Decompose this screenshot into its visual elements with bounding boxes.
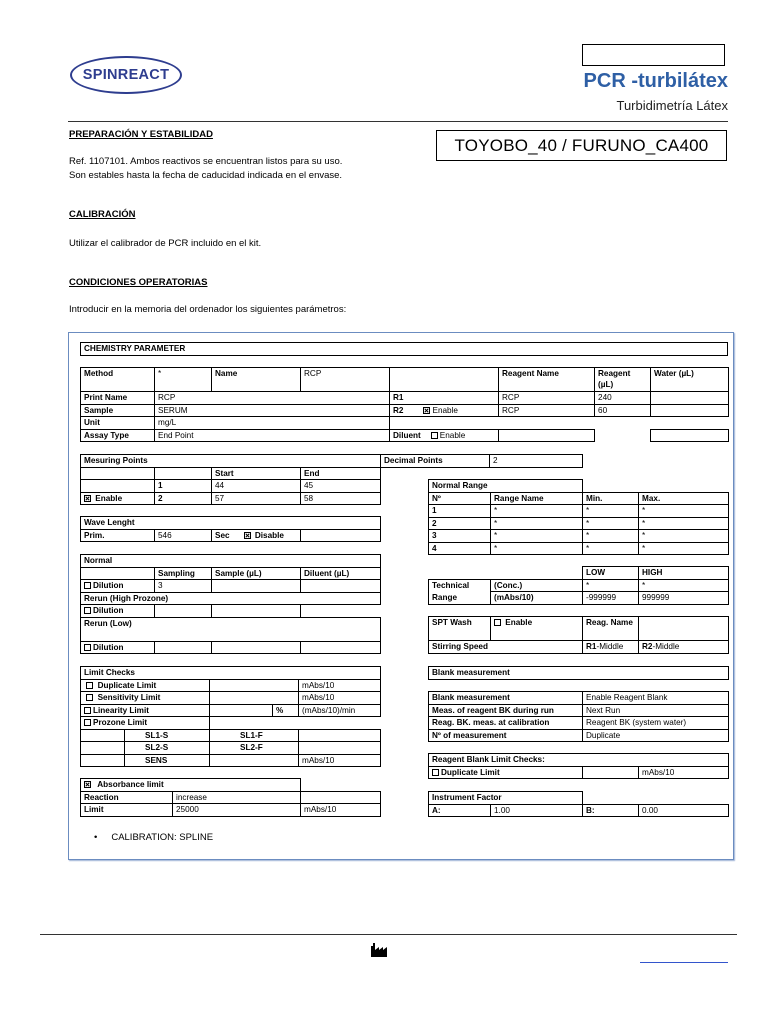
name-value: RCP	[301, 368, 390, 392]
r2-speed-label: R2	[642, 642, 653, 651]
empty-cell	[81, 729, 125, 742]
max-header: Max.	[639, 492, 729, 505]
linearity-limit-cell	[81, 704, 210, 717]
sample-label: Sample	[81, 404, 155, 417]
decimal-points-value: 2	[490, 455, 583, 468]
technical-word: Technical	[432, 580, 470, 590]
print-name-value: RCP	[155, 392, 390, 405]
prim-label: Prim.	[81, 529, 155, 542]
reag-name-label: Reag. Name	[583, 617, 639, 641]
factor-a-label: A:	[429, 804, 491, 817]
empty-cell	[155, 605, 212, 618]
dilution-diluent	[301, 580, 381, 593]
unit-label: Unit	[81, 417, 155, 430]
name-label: Name	[212, 368, 301, 392]
absorbance-limit-table	[80, 778, 381, 817]
dilution-high-label: Dilution	[93, 606, 124, 615]
footer-divider	[40, 934, 737, 935]
prep-heading: PREPARACIÓN Y ESTABILIDAD	[69, 129, 213, 140]
wave-length-table	[80, 516, 381, 542]
sec-value	[301, 529, 381, 542]
spacer	[583, 480, 729, 493]
tech-high-mabs: 999999	[639, 592, 729, 605]
r1-reagent-name: RCP	[499, 392, 595, 405]
water-ul-header: Water (µL)	[651, 368, 729, 392]
diluent-enable-checkbox[interactable]	[431, 432, 438, 439]
prep-line-1: Ref. 1107101. Ambos reactivos se encuentran listos para su uso.	[69, 156, 343, 167]
percent-label: %	[273, 704, 299, 717]
header-divider	[68, 121, 728, 122]
footer-link-line[interactable]	[640, 962, 728, 963]
method-table	[80, 367, 729, 442]
nr-row-min: *	[583, 542, 639, 555]
spacer	[429, 567, 583, 580]
reaction-label: Reaction	[81, 791, 173, 804]
limit-checks-table	[80, 666, 381, 767]
mp1-end: 45	[301, 480, 381, 493]
tech-low-conc: *	[583, 579, 639, 592]
reag-bk-cal-label: Reag. BK. meas. at calibration	[429, 717, 583, 730]
dilution-low-checkbox[interactable]	[84, 644, 91, 651]
reagent-name-header: Reagent Name	[499, 368, 595, 392]
dilution-label: Dilution	[93, 581, 124, 590]
manufacturer-icon	[370, 942, 388, 958]
calibration-bullet-text: CALIBRATION: SPLINE	[111, 832, 214, 843]
dilution-high-checkbox[interactable]	[84, 607, 91, 614]
nr-row-max: *	[639, 517, 729, 530]
r2-label: R2	[393, 405, 404, 415]
technical-range-label	[429, 579, 491, 604]
rerun-high-title: Rerun (High Prozone)	[81, 592, 381, 605]
r1-label: R1	[390, 392, 499, 405]
conditions-heading: CONDICIONES OPERATORIAS	[69, 277, 208, 288]
sample-value: SERUM	[155, 404, 390, 417]
r1-speed	[583, 641, 639, 654]
mp-enable-checkbox[interactable]	[84, 495, 91, 502]
empty-cell	[155, 467, 212, 480]
sens-unit: mAbs/10	[299, 754, 381, 767]
reagent-ul-header: Reagent (µL)	[595, 368, 651, 392]
nr-row-name: *	[491, 505, 583, 518]
empty-cell	[81, 567, 155, 580]
dilution-low-label: Dilution	[93, 642, 124, 652]
reagent-blank-limit-title: Reagent Blank Limit Checks:	[429, 754, 729, 767]
sensitivity-limit-unit: mAbs/10	[299, 692, 381, 705]
empty-cell	[212, 641, 301, 654]
instrument-factor-title: Instrument Factor	[429, 792, 583, 805]
reagent-blank-limit-table	[428, 753, 729, 779]
end-header: End	[301, 467, 381, 480]
diluent-value	[499, 429, 595, 442]
nr-row-min: *	[583, 505, 639, 518]
reaction-value: increase	[173, 791, 301, 804]
limit-unit: mAbs/10	[301, 804, 381, 817]
duplicate-limit-label: Duplicate Limit	[97, 680, 157, 690]
range-word: Range	[432, 592, 458, 602]
empty-cell	[301, 641, 381, 654]
print-name-label: Print Name	[81, 392, 155, 405]
measuring-points-table	[80, 454, 381, 505]
page-title: PCR -turbilátex	[583, 70, 728, 92]
min-header: Min.	[583, 492, 639, 505]
page-subtitle: Turbidimetría Látex	[616, 98, 728, 113]
blank-measurement-table	[428, 666, 729, 742]
sensitivity-limit-cell	[81, 692, 210, 705]
dilution-low-cell	[81, 641, 155, 654]
duplicate-limit-cell	[81, 679, 210, 692]
prozone-limit-cell	[81, 717, 210, 730]
nr-row-index: 2	[429, 517, 491, 530]
empty-cell	[299, 742, 381, 755]
sensitivity-limit-value	[210, 692, 299, 705]
mp-enable-cell	[81, 492, 155, 505]
rb-duplicate-limit-checkbox[interactable]	[432, 769, 439, 776]
nr-row-name: *	[491, 542, 583, 555]
calibration-bullet: • CALIBRATION: SPLINE	[94, 832, 214, 843]
dilution-sample	[212, 580, 301, 593]
sec-disable-label: Disable	[254, 530, 284, 540]
conc-label: (Conc.)	[491, 579, 583, 592]
no-measurement-label: Nº of measurement	[429, 729, 583, 742]
absorbance-limit-label: Absorbance limit	[97, 780, 164, 789]
tech-low-mabs: -999999	[583, 592, 639, 605]
range-name-header: Range Name	[491, 492, 583, 505]
duplicate-limit-checkbox[interactable]	[86, 682, 93, 689]
linearity-limit-value	[210, 704, 273, 717]
sample-ul-header: Sample (µL)	[212, 567, 301, 580]
start-header: Start	[212, 467, 301, 480]
r1-water	[651, 392, 729, 405]
spt-enable-checkbox[interactable]	[494, 619, 501, 626]
rerun-low-title: Rerun (Low)	[81, 617, 381, 641]
chemistry-parameter-header	[80, 342, 728, 356]
sl1s-label: SL1-S	[125, 729, 210, 742]
calibration-heading: CALIBRACIÓN	[69, 209, 136, 220]
blank-measurement-title: Blank measurement	[429, 667, 729, 680]
meas-reagent-bk-label: Meas. of reagent BK during run	[429, 704, 583, 717]
sens-value	[210, 754, 299, 767]
spt-wash-label: SPT Wash	[429, 617, 491, 641]
duplicate-limit-value	[210, 679, 299, 692]
sl2s-label: SL2-S	[125, 742, 210, 755]
absorbance-limit-cell	[81, 779, 301, 792]
spt-wash-table	[428, 616, 729, 654]
nr-row-name: *	[491, 530, 583, 543]
linearity-limit-label: Linearity Limit	[93, 705, 149, 715]
diluent-enable-label: Enable	[439, 430, 466, 440]
logo-text: SPINREACT	[82, 67, 170, 83]
spacer	[390, 417, 729, 430]
calibration-text: Utilizar el calibrador de PCR incluido en el kit.	[69, 238, 262, 249]
spacer	[429, 679, 729, 692]
sl2f-label: SL2-F	[210, 742, 299, 755]
factor-b-value: 0.00	[639, 804, 729, 817]
spacer	[301, 605, 381, 618]
blank-measurement-value: Enable Reagent Blank	[583, 692, 729, 705]
empty-cell	[390, 368, 499, 392]
prozone-limit-checkbox[interactable]	[84, 719, 91, 726]
sensitivity-limit-checkbox[interactable]	[86, 694, 93, 701]
duplicate-limit-unit: mAbs/10	[299, 679, 381, 692]
prim-value: 546	[155, 529, 212, 542]
diluent-ul-header: Diluent (µL)	[301, 567, 381, 580]
spacer	[301, 779, 381, 792]
blank-measurement-label: Blank measurement	[429, 692, 583, 705]
reag-bk-cal-value: Reagent BK (system water)	[583, 717, 729, 730]
reag-name-value	[639, 617, 729, 641]
factor-b-label: B:	[583, 804, 639, 817]
limit-label: Limit	[81, 804, 173, 817]
no-measurement-value: Duplicate	[583, 729, 729, 742]
sec-cell	[212, 529, 301, 542]
nr-row-index: 4	[429, 542, 491, 555]
nr-row-index: 3	[429, 530, 491, 543]
normal-title: Normal	[81, 555, 381, 568]
low-header: LOW	[583, 567, 639, 580]
technical-range-table	[428, 566, 729, 605]
r2-reagent-name: RCP	[499, 404, 595, 417]
measuring-points-title: Mesuring Points	[81, 455, 381, 468]
analyzer-model-box: TOYOBO_40 / FURUNO_CA400	[436, 130, 727, 161]
spinreact-logo	[70, 56, 182, 94]
mp1-start: 44	[212, 480, 301, 493]
empty-cell	[81, 742, 125, 755]
factor-a-value: 1.00	[491, 804, 583, 817]
absorbance-limit-checkbox[interactable]	[84, 781, 91, 788]
wave-length-title: Wave Lenght	[81, 517, 381, 530]
empty-cell	[81, 467, 155, 480]
rb-duplicate-limit-label: Duplicate Limit	[441, 767, 500, 777]
spt-enable-cell	[491, 617, 583, 641]
sec-label: Sec	[215, 530, 230, 540]
spacer	[210, 717, 381, 730]
meas-reagent-bk-value: Next Run	[583, 704, 729, 717]
dilution-cell	[81, 580, 155, 593]
r2-cell	[390, 404, 499, 417]
empty-cell	[81, 754, 125, 767]
nr-row-max: *	[639, 542, 729, 555]
r2-enable-label: Enable	[432, 405, 458, 415]
sens-label: SENS	[125, 754, 210, 767]
r2-reagent-volume: 60	[595, 404, 651, 417]
r2-speed-value: -Middle	[652, 642, 680, 651]
no-header: Nº	[429, 492, 491, 505]
spacer	[595, 429, 651, 442]
nr-row-index: 1	[429, 505, 491, 518]
sampling-header: Sampling	[155, 567, 212, 580]
r2-water	[651, 404, 729, 417]
empty-cell	[301, 791, 381, 804]
r1-speed-value: -Middle	[596, 642, 624, 651]
dilution-table	[80, 554, 381, 654]
prep-line-2: Son estables hasta la fecha de caducidad indicada en el envase.	[69, 170, 343, 181]
sl1f-label: SL1-F	[210, 729, 299, 742]
spt-enable-label: Enable	[505, 618, 533, 627]
mp-enable-label: Enable	[95, 493, 123, 503]
prozone-limit-label: Prozone Limit	[93, 718, 148, 727]
limit-value: 25000	[173, 804, 301, 817]
sec-disable-checkbox[interactable]	[244, 532, 251, 539]
method-value: *	[155, 368, 212, 392]
mp2-index: 2	[155, 492, 212, 505]
reference-box	[582, 44, 725, 66]
high-header: HIGH	[639, 567, 729, 580]
conditions-text: Introducir en la memoria del ordenador los siguientes parámetros:	[69, 304, 347, 315]
normal-range-title: Normal Range	[429, 480, 583, 493]
r1-speed-label: R1	[586, 642, 597, 651]
rb-duplicate-limit-value	[583, 766, 639, 779]
linearity-limit-unit: (mAbs/10)/min	[299, 704, 381, 717]
decimal-points-label: Decimal Points	[381, 455, 490, 468]
nr-row-name: *	[491, 517, 583, 530]
nr-row-min: *	[583, 530, 639, 543]
normal-range-table	[428, 479, 729, 555]
empty-cell	[155, 641, 212, 654]
nr-row-min: *	[583, 517, 639, 530]
r2-enable-checkbox[interactable]	[423, 407, 430, 414]
spacer	[583, 792, 729, 805]
empty-cell	[651, 429, 729, 442]
assay-type-value: End Point	[155, 429, 390, 442]
sensitivity-limit-label: Sensitivity Limit	[97, 693, 161, 702]
dilution-high-cell	[81, 605, 155, 618]
dilution-sampling: 3	[155, 580, 212, 593]
empty-cell	[212, 605, 301, 618]
mabs-label: (mAbs/10)	[491, 592, 583, 605]
stirring-speed-label: Stirring Speed	[429, 641, 583, 654]
mp1-index: 1	[155, 480, 212, 493]
empty-cell	[299, 729, 381, 742]
mp2-end: 58	[301, 492, 381, 505]
linearity-limit-checkbox[interactable]	[84, 707, 91, 714]
dilution-checkbox[interactable]	[84, 582, 91, 589]
chemistry-parameter-title: CHEMISTRY PARAMETER	[81, 343, 728, 356]
method-label: Method	[81, 368, 155, 392]
diluent-label: Diluent	[393, 430, 421, 440]
rb-duplicate-limit-cell	[429, 766, 583, 779]
limit-checks-title: Limit Checks	[81, 667, 381, 680]
decimal-points-table	[380, 454, 583, 468]
mp2-start: 57	[212, 492, 301, 505]
r2-speed	[639, 641, 729, 654]
diluent-cell	[390, 429, 499, 442]
rb-duplicate-limit-unit: mAbs/10	[639, 766, 729, 779]
tech-high-conc: *	[639, 579, 729, 592]
r1-reagent-volume: 240	[595, 392, 651, 405]
instrument-factor-table	[428, 791, 729, 817]
nr-row-max: *	[639, 505, 729, 518]
empty-cell	[81, 480, 155, 493]
nr-row-max: *	[639, 530, 729, 543]
unit-value: mg/L	[155, 417, 390, 430]
assay-type-label: Assay Type	[81, 429, 155, 442]
